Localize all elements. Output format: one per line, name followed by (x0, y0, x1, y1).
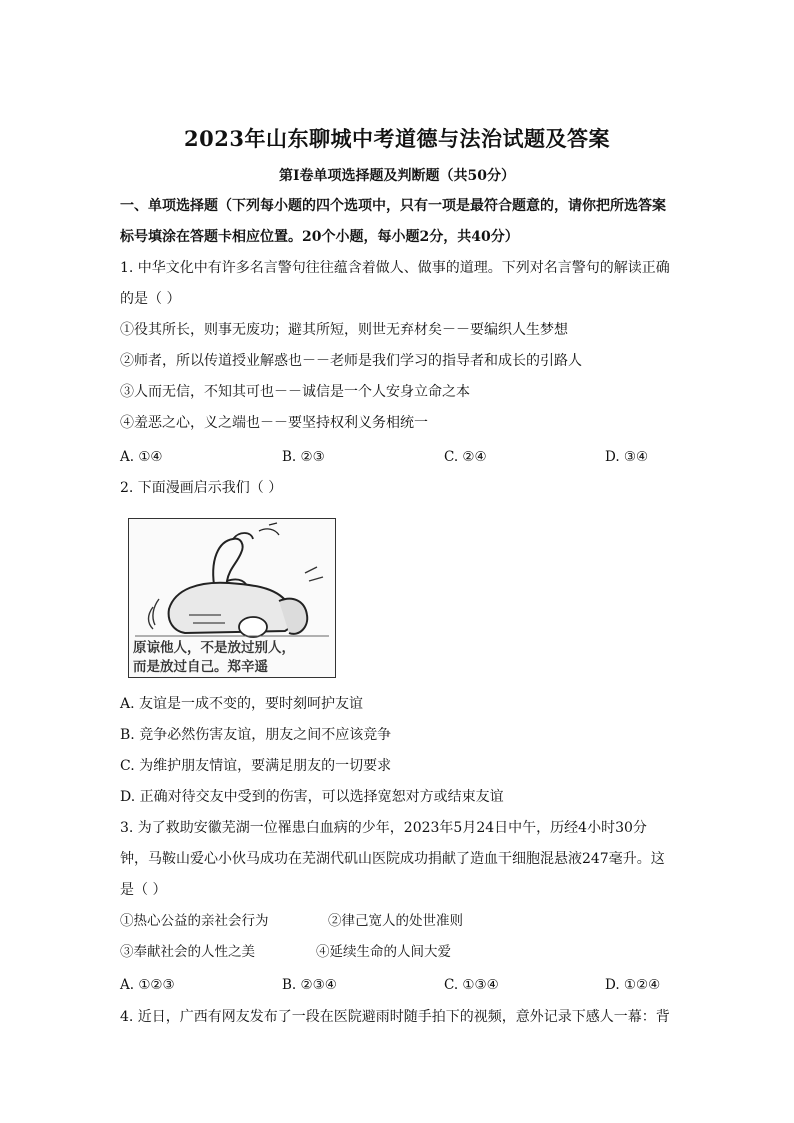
q1-stem-line-1: 1. 中华文化中有许多名言警句往往蕴含着做人、做事的道理。下列对名言警句的解读正确 (120, 260, 670, 276)
q2-option-d[interactable]: D. 正确对待交友中受到的伤害，可以选择宽恕对方或结束友谊 (120, 789, 504, 805)
q1-option-b[interactable]: B. ②③ (282, 449, 325, 465)
q1-option-d[interactable]: D. ③④ (605, 449, 649, 465)
q3-option-a[interactable]: A. ①②③ (120, 977, 175, 993)
q2-option-b[interactable]: B. 竞争必然伤害友谊，朋友之间不应该竞争 (120, 727, 392, 743)
section-instruction-line-2: 标号填涂在答题卡相应位置。20个小题，每小题2分，共40分） (120, 229, 519, 245)
q1-item-1: ①役其所长，则事无废功；避其所短，则世无弃材矣－－要编织人生梦想 (120, 322, 568, 338)
q1-item-2: ②师者，所以传道授业解惑也－－老师是我们学习的指导者和成长的引路人 (120, 353, 582, 369)
q2-option-c[interactable]: C. 为维护朋友情谊，要满足朋友的一切要求 (120, 758, 392, 774)
q3-option-c[interactable]: C. ①③④ (444, 977, 499, 993)
section-subtitle: 第Ⅰ卷单项选择题及判断题（共50分） (278, 168, 516, 184)
q3-item-4: ④延续生命的人间大爱 (316, 944, 451, 960)
q1-option-a[interactable]: A. ①④ (120, 449, 163, 465)
q1-item-3: ③人而无信，不知其可也－－诚信是一个人安身立命之本 (120, 384, 470, 400)
q3-item-1: ①热心公益的亲社会行为 (120, 913, 269, 929)
q2-stem: 2. 下面漫画启示我们（ ） (120, 480, 283, 496)
q3-item-3: ③奉献社会的人性之美 (120, 944, 255, 960)
q4-stem-line-1: 4. 近日，广西有网友发布了一段在医院避雨时随手拍下的视频，意外记录下感人一幕：背 (120, 1009, 670, 1025)
q3-item-2: ②律己宽人的处世准则 (328, 913, 463, 929)
q3-option-b[interactable]: B. ②③④ (282, 977, 337, 993)
q3-option-d[interactable]: D. ①②④ (605, 977, 661, 993)
q3-stem-line-1: 3. 为了救助安徽芜湖一位罹患白血病的少年，2023年5月24日中午，历经4小时30分 (120, 820, 647, 836)
cartoon-caption-line-2: 而是放过自己。郑辛遥 (133, 659, 268, 675)
section-instruction-line-1: 一、单项选择题（下列每小题的四个选项中，只有一项是最符合题意的，请你把所选答案 (120, 198, 666, 214)
cartoon-caption-line-1: 原谅他人，不是放过别人， (133, 640, 295, 656)
q2-cartoon-image (128, 518, 336, 678)
q1-stem-line-2: 的是（ ） (120, 291, 181, 307)
q2-option-a[interactable]: A. 友谊是一成不变的，要时刻呵护友谊 (120, 696, 364, 712)
q3-stem-line-2: 钟，马鞍山爱心小伙马成功在芜湖代矶山医院成功捐献了造血干细胞混悬液247毫升。这 (120, 851, 665, 867)
page-title: 2023年山东聊城中考道德与法治试题及答案 (184, 126, 610, 151)
q1-item-4: ④羞恶之心，义之端也－－要坚持权利义务相统一 (120, 415, 428, 431)
q3-stem-line-3: 是（ ） (120, 882, 167, 898)
q1-option-c[interactable]: C. ②④ (444, 449, 487, 465)
